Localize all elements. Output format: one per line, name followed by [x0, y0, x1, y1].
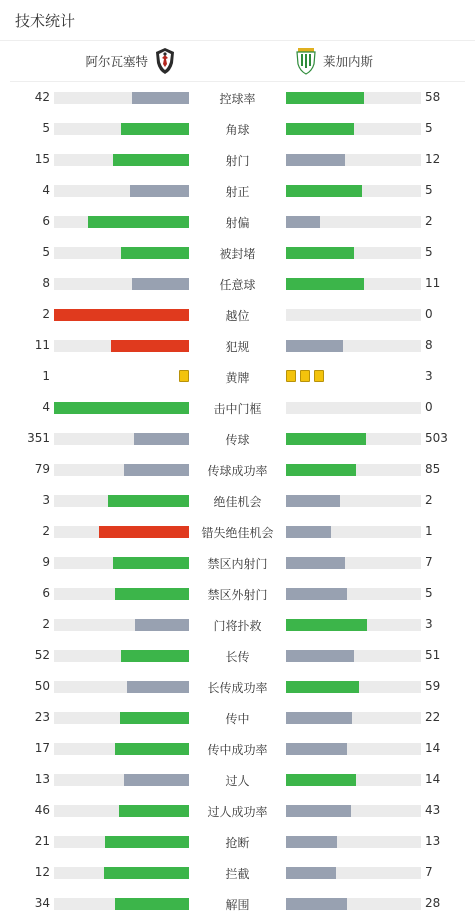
leganes-crest-icon	[295, 47, 317, 75]
stat-row	[0, 392, 475, 423]
away-stat-bar-fill	[286, 867, 336, 879]
away-stat-value: 11	[425, 276, 441, 290]
home-stat-bar-fill	[124, 464, 189, 476]
stat-label: 黄牌	[225, 371, 250, 385]
home-stat-bar	[54, 619, 189, 631]
stat-label: 门将扑救	[213, 619, 262, 633]
stat-row	[0, 299, 475, 330]
stat-row	[0, 857, 475, 888]
stat-row	[0, 547, 475, 578]
home-stat-value: 6	[42, 214, 50, 228]
home-stat-bar-fill	[54, 402, 189, 414]
stat-row	[0, 516, 475, 547]
away-stat-bar-fill	[286, 526, 331, 538]
home-stat-value: 3	[42, 493, 50, 507]
away-stat-bar	[286, 185, 421, 197]
stat-label: 解围	[225, 898, 250, 912]
home-stat-bar-fill	[105, 836, 189, 848]
yellow-card-icon	[314, 370, 324, 382]
home-stat-value: 50	[34, 679, 50, 693]
away-stat-bar	[286, 774, 421, 786]
home-stat-value: 79	[34, 462, 50, 476]
home-stat-value: 6	[42, 586, 50, 600]
away-stat-bar-fill	[286, 619, 367, 631]
stat-row	[0, 237, 475, 268]
away-stat-value: 28	[425, 896, 441, 910]
away-stat-value: 58	[425, 90, 441, 104]
away-stat-value: 22	[425, 710, 441, 724]
away-stat-value: 2	[425, 493, 433, 507]
home-stat-bar-fill	[124, 774, 189, 786]
home-stat-value: 5	[42, 121, 50, 135]
away-stat-bar-fill	[286, 712, 352, 724]
stat-row	[0, 423, 475, 454]
away-stat-bar-fill	[286, 557, 345, 569]
section-title: 技术统计	[15, 12, 76, 30]
away-stat-bar-fill	[286, 278, 364, 290]
stat-label: 禁区内射门	[207, 557, 268, 571]
home-stat-value: 2	[42, 617, 50, 631]
stat-label: 被封堵	[219, 247, 256, 261]
home-stat-bar-fill	[130, 185, 189, 197]
stat-label: 长传成功率	[207, 681, 268, 695]
home-stat-bar-fill	[115, 588, 189, 600]
away-team-name: 莱加内斯	[323, 54, 374, 69]
away-stat-bar	[286, 743, 421, 755]
stat-row	[0, 113, 475, 144]
home-stat-bar	[54, 123, 189, 135]
stat-row	[0, 578, 475, 609]
home-stat-bar-fill	[113, 557, 189, 569]
home-stat-value: 4	[42, 400, 50, 414]
away-stat-value: 14	[425, 741, 441, 755]
home-stat-value: 5	[42, 245, 50, 259]
away-stat-value: 43	[425, 803, 441, 817]
home-stat-value: 8	[42, 276, 50, 290]
away-stat-value: 5	[425, 245, 433, 259]
away-stat-bar-fill	[286, 898, 347, 910]
home-stat-bar	[54, 154, 189, 166]
home-stat-bar	[54, 464, 189, 476]
albacete-crest-icon	[154, 47, 176, 75]
home-stat-bar	[54, 92, 189, 104]
away-stat-value: 5	[425, 121, 433, 135]
stat-row	[0, 609, 475, 640]
away-stat-value: 85	[425, 462, 441, 476]
home-stat-bar	[54, 402, 189, 414]
home-team[interactable]	[85, 41, 182, 81]
away-stat-value: 0	[425, 307, 433, 321]
home-stat-value: 13	[34, 772, 50, 786]
away-stat-bar	[286, 433, 421, 445]
away-stat-bar-fill	[286, 836, 337, 848]
home-stat-bar	[54, 278, 189, 290]
home-stat-bar	[54, 588, 189, 600]
home-stat-bar-fill	[121, 650, 189, 662]
away-stat-value: 5	[425, 586, 433, 600]
stat-row	[0, 640, 475, 671]
stat-label: 绝佳机会	[213, 495, 262, 509]
home-team-name: 阿尔瓦塞特	[85, 54, 148, 69]
away-stat-bar-fill	[286, 185, 362, 197]
stat-label: 任意球	[219, 278, 256, 292]
stat-row	[0, 330, 475, 361]
away-stat-bar	[286, 278, 421, 290]
home-stat-value: 351	[27, 431, 50, 445]
home-stat-value: 34	[34, 896, 50, 910]
stat-label: 禁区外射门	[207, 588, 268, 602]
stat-row	[0, 144, 475, 175]
stat-row	[0, 702, 475, 733]
away-stat-value: 2	[425, 214, 433, 228]
home-stat-value: 23	[34, 710, 50, 724]
stat-label: 击中门框	[213, 402, 262, 416]
home-stat-bar	[54, 805, 189, 817]
home-stat-bar	[54, 247, 189, 259]
stat-label: 过人成功率	[207, 805, 268, 819]
home-stat-value: 1	[42, 369, 50, 383]
away-stat-bar-fill	[286, 805, 351, 817]
away-stat-value: 59	[425, 679, 441, 693]
away-stat-bar	[286, 309, 421, 321]
stat-label: 犯规	[225, 340, 250, 354]
home-stat-bar	[54, 836, 189, 848]
away-stat-value: 1	[425, 524, 433, 538]
away-stat-bar	[286, 340, 421, 352]
home-stat-value: 12	[34, 865, 50, 879]
home-stat-bar-fill	[132, 92, 189, 104]
home-stat-bar-fill	[99, 526, 189, 538]
stat-label: 过人	[225, 774, 250, 788]
away-stat-value: 3	[425, 617, 433, 631]
away-stat-value: 5	[425, 183, 433, 197]
home-stat-bar-fill	[121, 123, 189, 135]
stat-row	[0, 485, 475, 516]
away-stat-bar	[286, 464, 421, 476]
stat-label: 传球成功率	[207, 464, 268, 478]
stat-label: 长传	[225, 650, 250, 664]
stat-label: 射正	[225, 185, 250, 199]
home-stat-value: 46	[34, 803, 50, 817]
away-stat-bar	[286, 247, 421, 259]
home-stat-bar-fill	[111, 340, 189, 352]
stat-row	[0, 175, 475, 206]
away-stat-bar-fill	[286, 340, 343, 352]
stat-label: 控球率	[219, 92, 256, 106]
away-team[interactable]	[289, 41, 373, 81]
away-yellow-cards	[286, 370, 324, 382]
stat-row	[0, 795, 475, 826]
away-stat-bar-fill	[286, 464, 356, 476]
away-stat-bar-fill	[286, 650, 354, 662]
home-stat-value: 11	[34, 338, 50, 352]
away-stat-value: 12	[425, 152, 441, 166]
home-stat-bar-fill	[115, 898, 189, 910]
home-stat-value: 2	[42, 524, 50, 538]
away-stat-bar-fill	[286, 247, 354, 259]
away-stat-bar	[286, 526, 421, 538]
away-stat-bar	[286, 402, 421, 414]
away-stat-value: 0	[425, 400, 433, 414]
stat-label: 射偏	[225, 216, 250, 230]
home-stat-bar	[54, 774, 189, 786]
home-stat-bar	[54, 681, 189, 693]
home-stat-bar	[54, 712, 189, 724]
home-stat-bar-fill	[119, 805, 189, 817]
away-stat-value: 51	[425, 648, 441, 662]
away-stat-bar	[286, 154, 421, 166]
away-stat-value: 503	[425, 431, 448, 445]
home-stat-bar-fill	[135, 619, 189, 631]
home-stat-bar	[54, 309, 189, 321]
away-stat-bar	[286, 123, 421, 135]
yellow-card-icon	[286, 370, 296, 382]
home-stat-bar	[54, 650, 189, 662]
home-stat-bar-fill	[104, 867, 189, 879]
home-stat-bar	[54, 898, 189, 910]
away-stat-bar	[286, 619, 421, 631]
stat-label: 传中	[225, 712, 250, 726]
away-stat-bar-fill	[286, 154, 345, 166]
home-stat-bar	[54, 743, 189, 755]
home-stat-value: 4	[42, 183, 50, 197]
home-stat-bar-fill	[127, 681, 189, 693]
stat-row	[0, 82, 475, 113]
home-stat-value: 21	[34, 834, 50, 848]
home-stat-bar	[54, 495, 189, 507]
home-stat-bar-fill	[88, 216, 189, 228]
home-stat-bar	[54, 433, 189, 445]
away-stat-bar-fill	[286, 92, 364, 104]
away-stat-value: 7	[425, 865, 433, 879]
away-stat-bar-fill	[286, 743, 347, 755]
away-stat-bar-fill	[286, 123, 354, 135]
home-stat-value: 17	[34, 741, 50, 755]
home-stat-value: 15	[34, 152, 50, 166]
stat-row	[0, 206, 475, 237]
home-stat-bar-fill	[120, 712, 189, 724]
home-stat-bar-fill	[113, 154, 189, 166]
home-stat-bar	[54, 867, 189, 879]
stat-row	[0, 733, 475, 764]
home-yellow-cards	[179, 370, 189, 382]
yellow-card-icon	[300, 370, 310, 382]
stat-row	[0, 454, 475, 485]
away-stat-bar	[286, 836, 421, 848]
stat-label: 传中成功率	[207, 743, 268, 757]
stats-header	[0, 0, 475, 41]
stat-label: 抢断	[225, 836, 250, 850]
stat-label: 射门	[225, 154, 250, 168]
home-stat-bar-fill	[54, 309, 189, 321]
away-stat-bar	[286, 681, 421, 693]
home-stat-bar	[54, 526, 189, 538]
away-stat-bar-fill	[286, 495, 340, 507]
stat-row	[0, 671, 475, 702]
stat-row	[0, 268, 475, 299]
away-stat-bar	[286, 557, 421, 569]
home-stat-bar-fill	[134, 433, 189, 445]
away-stat-bar	[286, 867, 421, 879]
stat-row	[0, 361, 475, 392]
away-stat-bar-fill	[286, 433, 366, 445]
away-stat-bar	[286, 92, 421, 104]
home-stat-bar-fill	[108, 495, 189, 507]
away-stat-bar-fill	[286, 774, 356, 786]
home-stat-bar	[54, 557, 189, 569]
home-stat-bar	[54, 216, 189, 228]
away-stat-value: 14	[425, 772, 441, 786]
away-stat-bar-fill	[286, 588, 347, 600]
away-stat-bar	[286, 712, 421, 724]
stat-row	[0, 888, 475, 919]
home-stat-value: 2	[42, 307, 50, 321]
home-stat-bar	[54, 185, 189, 197]
away-stat-value: 7	[425, 555, 433, 569]
home-stat-value: 52	[34, 648, 50, 662]
home-stat-value: 9	[42, 555, 50, 569]
stat-label: 拦截	[225, 867, 250, 881]
stat-row	[0, 826, 475, 857]
stat-label: 错失绝佳机会	[201, 526, 274, 540]
away-stat-value: 3	[425, 369, 433, 383]
away-stat-value: 13	[425, 834, 441, 848]
teams-row	[10, 41, 465, 82]
stat-label: 传球	[225, 433, 250, 447]
away-stat-bar	[286, 898, 421, 910]
away-stat-bar-fill	[286, 681, 359, 693]
away-stat-bar	[286, 805, 421, 817]
away-stat-bar	[286, 650, 421, 662]
away-stat-value: 8	[425, 338, 433, 352]
away-stat-bar	[286, 495, 421, 507]
away-stat-bar-fill	[286, 216, 320, 228]
home-stat-bar-fill	[132, 278, 189, 290]
home-stat-bar-fill	[115, 743, 189, 755]
away-stat-bar	[286, 588, 421, 600]
away-stat-bar	[286, 216, 421, 228]
stat-label: 越位	[225, 309, 250, 323]
yellow-card-icon	[179, 370, 189, 382]
home-stat-value: 42	[34, 90, 50, 104]
home-stat-bar-fill	[121, 247, 189, 259]
stat-row	[0, 764, 475, 795]
stat-label: 角球	[225, 123, 250, 137]
home-stat-bar	[54, 340, 189, 352]
